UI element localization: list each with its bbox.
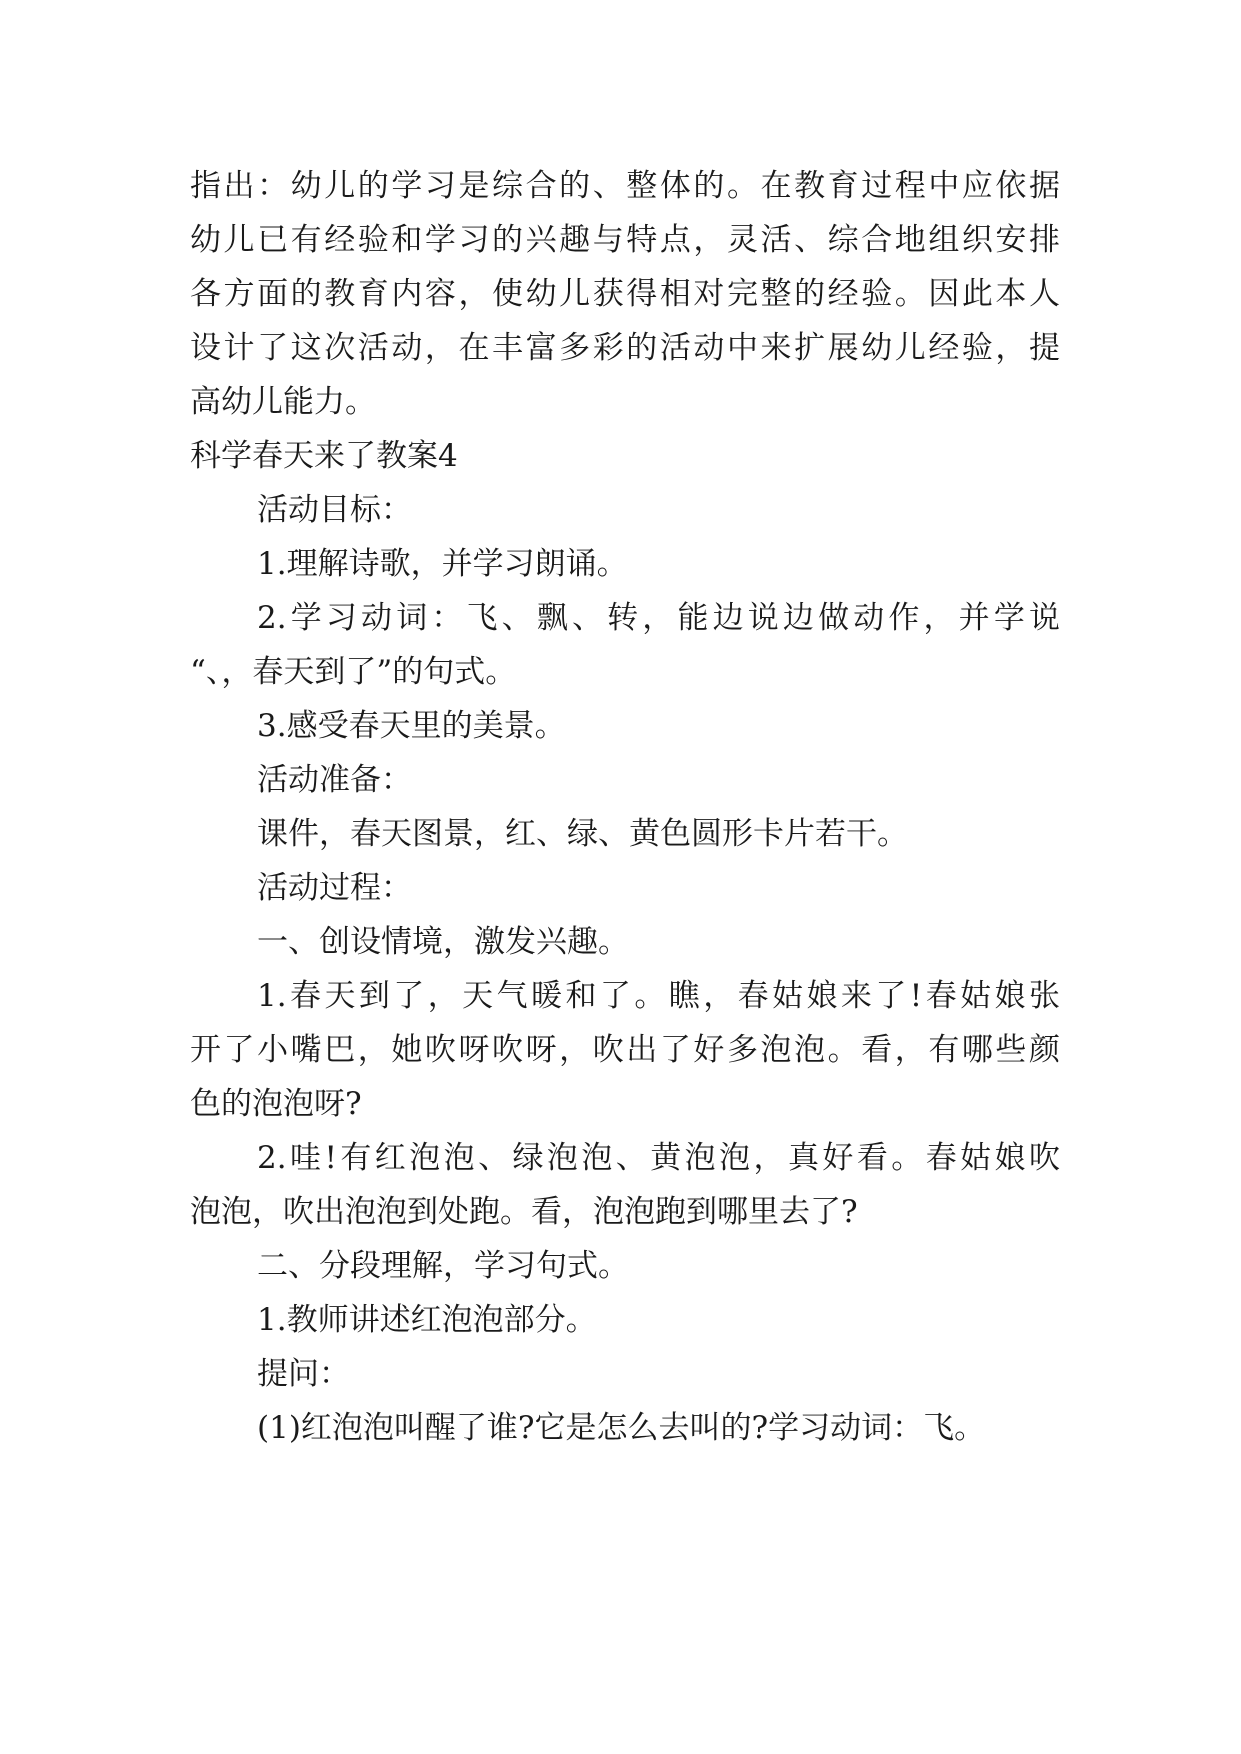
text-line: 活动准备： (257, 762, 412, 798)
text-line: 活动目标： (257, 492, 412, 528)
text-line: 活动过程： (257, 870, 412, 906)
text-line: 课件，春天图景，红、绿、黄色圆形卡片若干。 (257, 816, 908, 852)
text-line: 1.春天到了，天气暖和了。瞧，春姑娘来了!春姑娘张 (257, 978, 1060, 1014)
text-line: 设计了这次活动，在丰富多彩的活动中来扩展幼儿经验，提 (190, 330, 1060, 366)
text-line: 泡泡，吹出泡泡到处跑。看，泡泡跑到哪里去了? (190, 1194, 858, 1230)
text-line: 各方面的教育内容，使幼儿获得相对完整的经验。因此本人 (190, 276, 1060, 312)
text-line: (1)红泡泡叫醒了谁?它是怎么去叫的?学习动词：飞。 (257, 1410, 986, 1446)
text-line: “、，春天到了”的句式。 (190, 654, 517, 690)
text-line: 1.教师讲述红泡泡部分。 (257, 1302, 597, 1338)
text-line: 3.感受春天里的美景。 (257, 708, 566, 744)
text-line: 一、创设情境，激发兴趣。 (257, 924, 629, 960)
text-line: 开了小嘴巴，她吹呀吹呀，吹出了好多泡泡。看，有哪些颜 (190, 1032, 1060, 1068)
text-line: 2.学习动词：飞、飘、转，能边说边做动作，并学说 (257, 600, 1060, 636)
text-line: 1.理解诗歌，并学习朗诵。 (257, 546, 628, 582)
text-line: 二、分段理解，学习句式。 (257, 1248, 629, 1284)
text-line: 指出：幼儿的学习是综合的、整体的。在教育过程中应依据 (190, 168, 1060, 204)
text-line: 幼儿已有经验和学习的兴趣与特点，灵活、综合地组织安排 (190, 222, 1060, 258)
text-line: 2.哇!有红泡泡、绿泡泡、黄泡泡，真好看。春姑娘吹 (257, 1140, 1060, 1176)
section-heading: 科学春天来了教案4 (190, 438, 458, 474)
text-line: 色的泡泡呀? (190, 1086, 362, 1122)
text-line: 提问： (257, 1356, 350, 1392)
text-line: 高幼儿能力。 (190, 384, 376, 420)
